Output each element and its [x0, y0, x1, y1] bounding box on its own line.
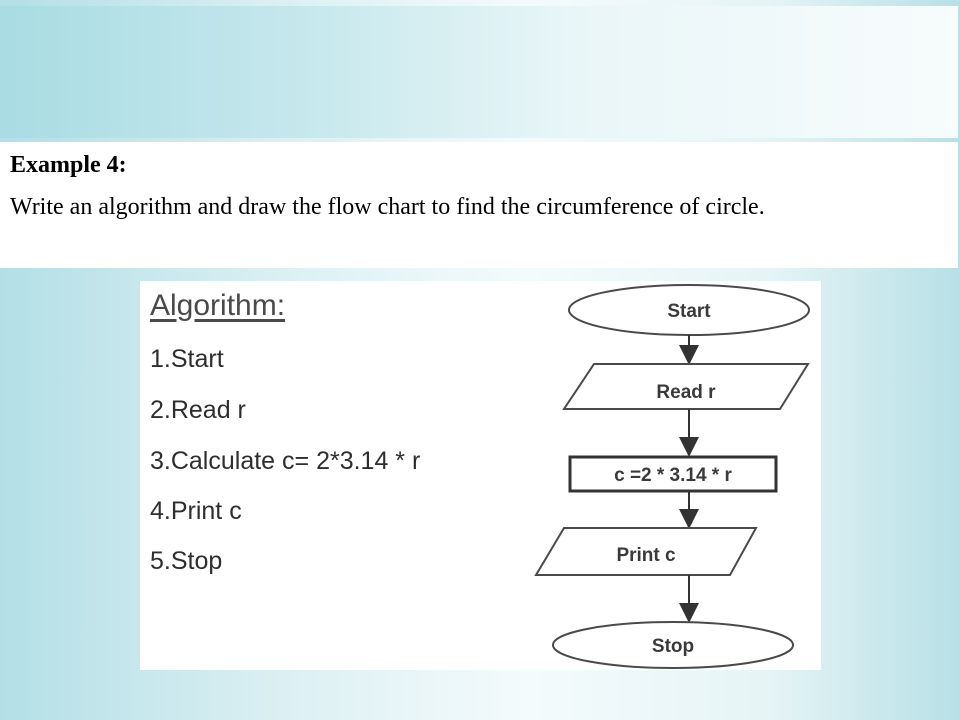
stop-terminal-label: Stop	[651, 636, 695, 657]
problem-description: Write an algorithm and draw the flow chart to find the circumference of circle.	[10, 194, 765, 220]
start-terminal-label: Start	[667, 301, 711, 322]
algorithm-flowchart-figure	[140, 281, 821, 670]
algorithm-heading: Algorithm:	[150, 289, 286, 322]
read-input-label: Read r	[656, 382, 716, 403]
algorithm-step-4: 4.Print c	[150, 497, 242, 525]
example-title: Example 4:	[10, 152, 127, 178]
print-output-label: Print c	[616, 545, 676, 566]
algorithm-step-1: 1.Start	[150, 345, 224, 373]
algorithm-step-2: 2.Read r	[150, 396, 246, 424]
algorithm-step-3: 3.Calculate c= 2*3.14 * r	[150, 447, 421, 475]
algorithm-step-5: 5.Stop	[150, 547, 223, 575]
flowchart	[140, 281, 821, 670]
calculate-process-label: c =2 * 3.14 * r	[614, 465, 732, 486]
header-band	[0, 6, 958, 138]
